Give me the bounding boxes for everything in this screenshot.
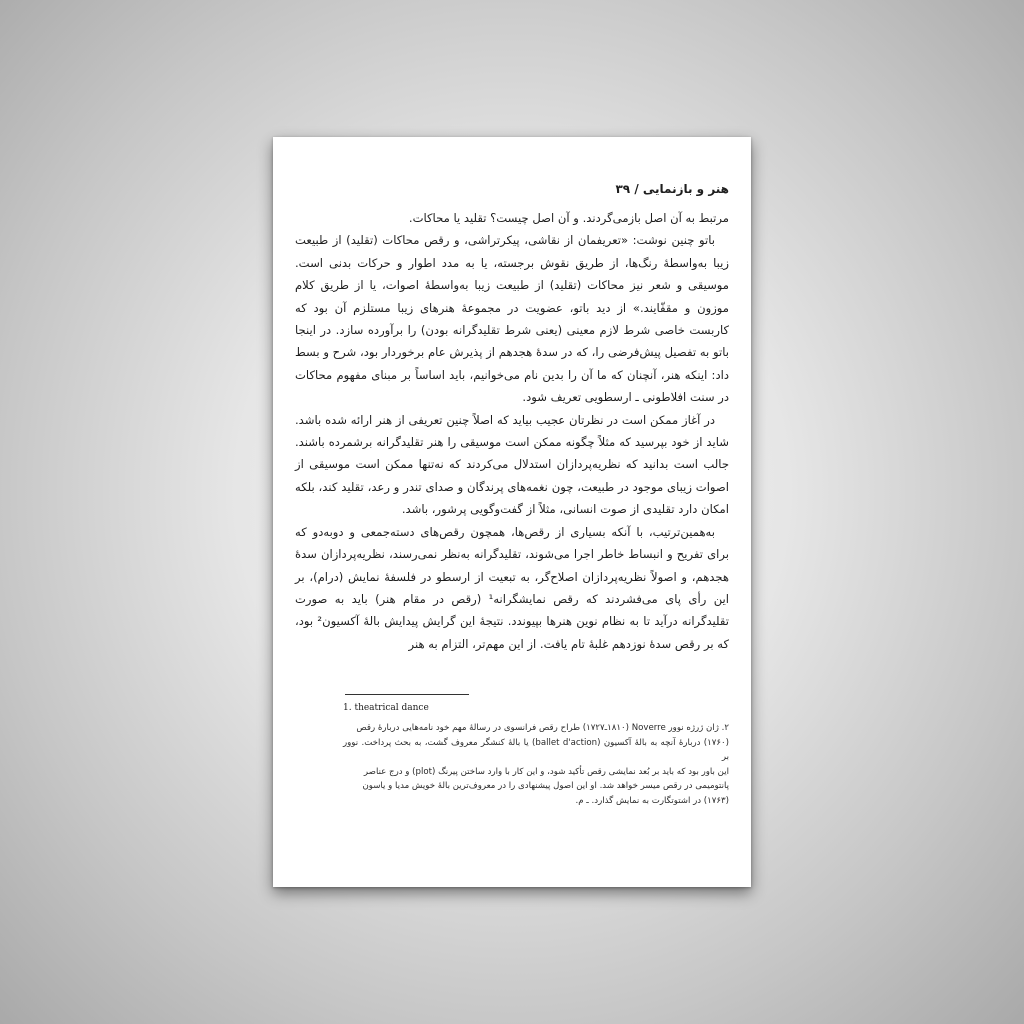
footnote-line: پانتومیمی در رقص میسر خواهد شد. او این اصول پیشنهادی را در معروف‌ترین بالهٔ خویش مدیا و یاسون xyxy=(362,781,729,792)
paragraph: به‌همین‌ترتیب، با آنکه بسیاری از رقص‌ها، همچون رقص‌های دسته‌جمعی و دوبه‌دو که برای تفریح و انبساط خاطر اجرا می‌شوند، تقلیدگرانه به‌نظر نمی‌رسند، نظریه‌پردازان سدهٔ هجدهم، و اصولاً نظریه‌پردازان اصلاح‌گر، به تبعیت از ارسطو در فلسفهٔ نمایش (درام)، بر این رأی پای می‌فشردند که رقص نمایشگرانه¹ (رقص در مقام هنر) باید به صورت تقلیدگرانه درآید تا به نظام نوین هنرها بپیوندد. نتیجهٔ این گرایش پیدایش بالهٔ آکسیون² بود، که بر رقص سدهٔ نوزدهم غلبهٔ تام یافت. از این مهم‌تر، التزام به هنر xyxy=(295,524,729,651)
footnote-line: (۱۷۶۰) دربارهٔ آنچه به بالهٔ آکسیون (ballet d'action) یا بالهٔ کنشگر معروف گشت، به بحث پرداخت. نوور بر xyxy=(343,737,729,763)
footnote-divider xyxy=(345,694,469,695)
paragraph: مرتبط به آن اصل بازمی‌گردند. و آن اصل چیست؟ تقلید یا محاکات. xyxy=(408,211,729,225)
running-head: هنر و بازنمایی / ۳۹ xyxy=(615,182,729,196)
book-page xyxy=(273,137,751,887)
footnote-line: این باور بود که باید بر بُعد نمایشی رقص تأکید شود، و این کار با وارد ساختن پیرنگ (plot) و درج عناصر xyxy=(363,766,729,777)
paragraph: باتو چنین نوشت: «تعریفمان از نقاشی، پیکرتراشی، و رقص محاکات (تقلید) از طبیعت زیبا به‌واسطهٔ رنگ‌ها، از طریق نقوش برجسته، یا به مدد اطوار و حرکات بدنی است. موسیقی و شعر نیز محاکات (تقلید) از طبیعت زیبا به‌واسطهٔ اصوات، یا از طریق کلام موزون و مقفّایند.» از دید باتو، عضویت در مجموعهٔ هنرهای زیبا مستلزم آن بود که کاربست خاصی شرط لازم معینی (یعنی شرط تقلیدگرانه بودن) را برآورده سازد. در اینجا باتو به تفصیل پیش‌فرضی را، که در سدهٔ هجدهم از پذیرش عام برخوردار بود، شرح و بسط داد: اینکه هنر، آنچنان که ما آن را بدین نام می‌خوانیم، باید اساساً بر مبنای مفهوم محاکات در سنت افلاطونی ـ ارسطویی تعریف شود. xyxy=(295,233,729,405)
footnote-line: ۲. ژان ژرژه نوور Noverre (۱۸۱۰ـ۱۷۲۷) طراح رقص فرانسوی در رسالهٔ مهم خود نامه‌هایی دربارهٔ رقص xyxy=(356,723,729,733)
footnote-2 xyxy=(343,721,729,809)
body-text xyxy=(295,207,729,655)
footnote-line: (۱۷۶۳) در اشتوتگارت به نمایش گذارد. ـ م. xyxy=(575,795,729,806)
paragraph: در آغاز ممکن است در نظرتان عجیب بیاید که اصلاً چنین تعریفی از هنر ارائه شده باشد. شاید از خود بپرسید که مثلاً چگونه ممکن است موسیقی را هنر تقلیدگرانه برشمرده باشند. جالب است بدانید که نظریه‌پردازان استدلال می‌کردند که نه‌تنها ممکن است موسیقی از اصوات زیبای موجود در طبیعت، چون نغمه‌های پرندگان و صدای تندر و رعد، تقلید کند، بلکه امکان دارد تقلیدی از صوت انسانی، مثلاً از گفت‌وگویی پرشور، باشد. xyxy=(295,412,729,517)
footnote-1: 1. theatrical dance xyxy=(343,703,429,713)
